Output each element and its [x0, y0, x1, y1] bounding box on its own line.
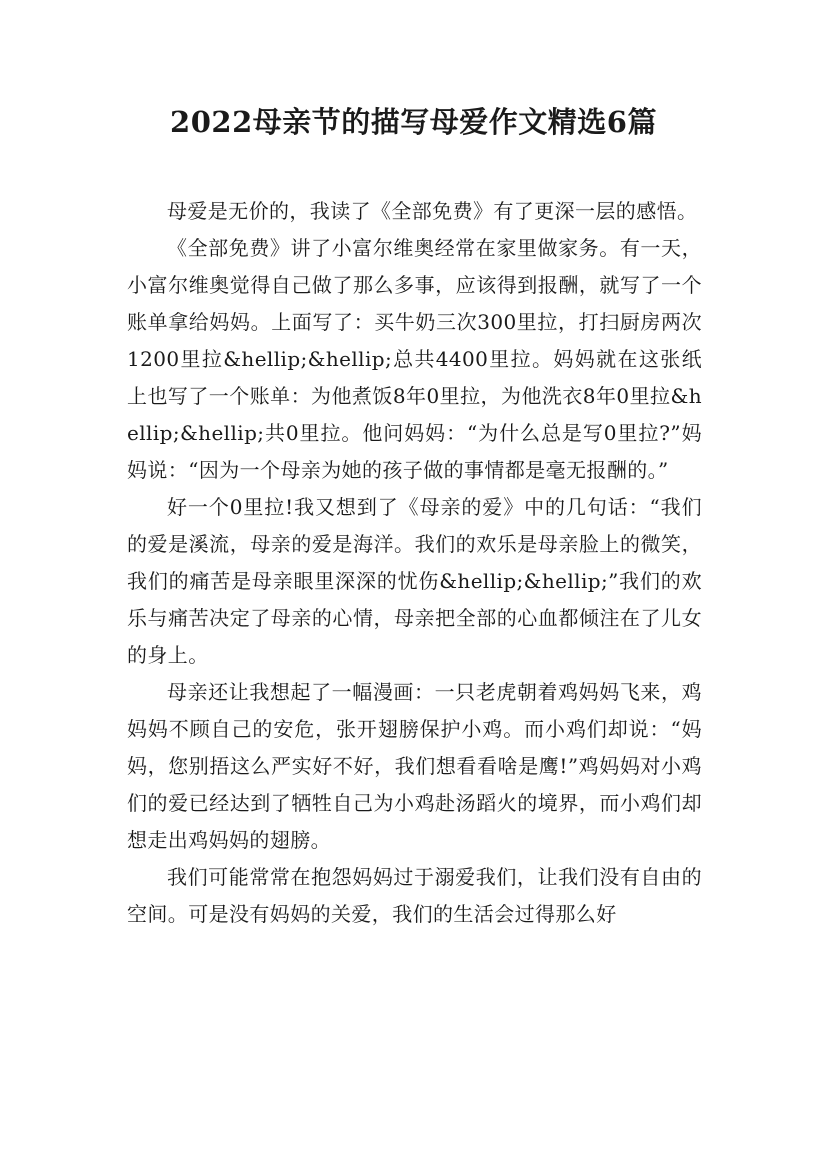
document-title: 2022母亲节的描写母爱作文精选6篇 — [170, 105, 657, 139]
paragraph-4: 母亲还让我想起了一幅漫画：一只老虎朝着鸡妈妈飞来，鸡妈妈不顾自己的安危，张开翅膀保护小鸡。而小鸡们却说：“妈妈，您别捂这么严实好不好，我们想看看啥是鹰!”鸡妈妈对小鸡们的爱已经达到了牺牲自己为小鸡赴汤蹈火的境界，而小鸡们却想走出鸡妈妈的翅膀。 — [127, 680, 702, 852]
paragraph-1: 母爱是无价的，我读了《全部免费》有了更深一层的感悟。 — [167, 199, 698, 223]
paragraph-3: 好一个0里拉!我又想到了《母亲的爱》中的几句话：“我们的爱是溪流，母亲的爱是海洋。我们的欢乐是母亲脸上的微笑，我们的痛苦是母亲眼里深深的忧伤&hellip;&hellip;”我们的欢乐与痛苦决定了母亲的心情，母亲把全部的心血都倾注在了儿女的身上。 — [127, 495, 702, 667]
document-body — [127, 193, 702, 933]
paragraph-5: 我们可能常常在抱怨妈妈过于溺爱我们，让我们没有自由的空间。可是没有妈妈的关爱，我们的生活会过得那么好 — [127, 865, 702, 926]
paragraph-2: 《全部免费》讲了小富尔维奥经常在家里做家务。有一天，小富尔维奥觉得自己做了那么多事，应该得到报酬，就写了一个账单拿给妈妈。上面写了：买牛奶三次300里拉，打扫厨房两次1200里拉&hellip;&hellip;总共4400里拉。妈妈就在这张纸上也写了一个账单：为他煮饭8年0里拉，为他洗衣8年0里拉&hellip;&hellip;共0里拉。他问妈妈：“为什么总是写0里拉?”妈妈说：“因为一个母亲为她的孩子做的事情都是毫无报酬的。” — [127, 236, 702, 482]
